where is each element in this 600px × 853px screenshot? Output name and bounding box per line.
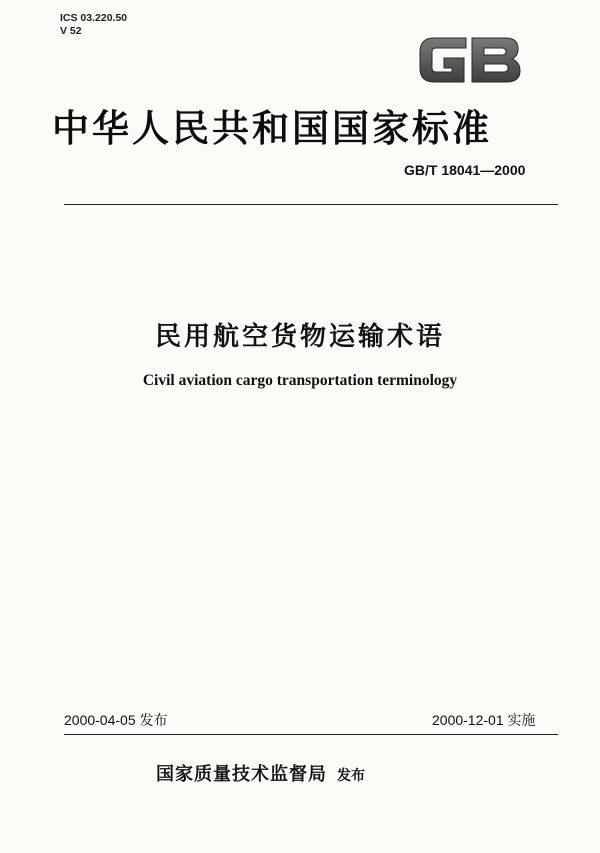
national-standard-title: 中华人民共和国国家标准 xyxy=(52,106,492,150)
document-title-english: Civil aviation cargo transportation terminology xyxy=(142,372,458,389)
standard-number: GB/T 18041—2000 xyxy=(404,162,526,178)
classification-block xyxy=(60,12,127,38)
document-title-chinese: 民用航空货物运输术语 xyxy=(154,322,445,352)
gb-logo xyxy=(416,30,524,90)
ics-code: ICS 03.220.50 xyxy=(60,12,128,24)
bottom-divider xyxy=(64,734,558,735)
implementation-date: 2000-12-01 实施 xyxy=(432,712,536,728)
top-divider xyxy=(64,204,558,205)
gb-logo-text: GB xyxy=(416,30,418,31)
issue-date: 2000-04-05 发布 xyxy=(64,712,168,728)
publisher-suffix: 发布 xyxy=(337,768,365,784)
classification-code: V 52 xyxy=(60,25,82,37)
publisher-name: 国家质量技术监督局 xyxy=(156,764,327,785)
publisher-line xyxy=(156,760,365,786)
